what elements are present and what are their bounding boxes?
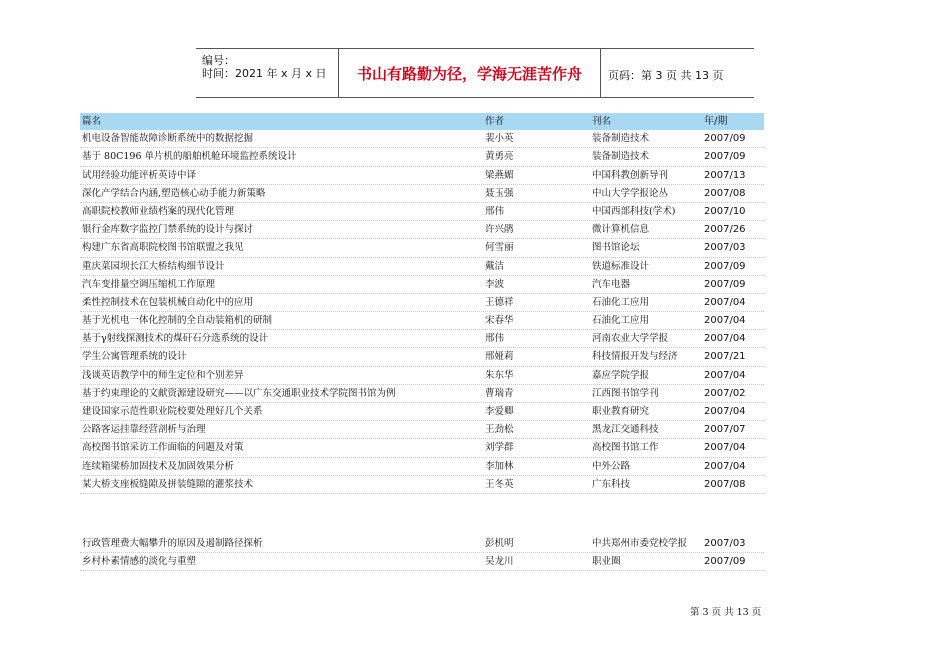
cell-author: 裴小英 — [485, 133, 514, 145]
cell-journal: 汽车电器 — [592, 278, 631, 290]
cell-title: 重庆菜园坝长江大桥结构细节设计 — [82, 260, 225, 272]
cell-journal: 中国西部科技(学术) — [592, 205, 676, 217]
table-row — [80, 167, 764, 185]
cell-date: 2007/04 — [704, 296, 746, 308]
cell-date: 2007/04 — [704, 369, 746, 381]
cell-title: 深化产学结合内涵,塑造核心动手能力新策略 — [82, 187, 266, 199]
cell-date: 2007/04 — [704, 315, 746, 327]
column-header-date: 年/期 — [704, 116, 728, 127]
document-number-label: 编号： — [202, 54, 235, 67]
cell-journal: 中山大学学报论丛 — [592, 187, 669, 199]
cell-date: 2007/09 — [704, 151, 746, 163]
cell-author: 黄勇亮 — [485, 151, 514, 163]
table-row — [80, 403, 764, 421]
cell-title: 试用经验功能评析英诗中译 — [82, 169, 197, 181]
page-header — [196, 48, 754, 98]
cell-title: 学生公寓管理系统的设计 — [82, 351, 187, 363]
cell-title: 乡村朴素情感的淡化与重塑 — [82, 556, 197, 568]
table-row — [80, 421, 764, 439]
cell-author: 刘学群 — [485, 442, 514, 454]
document-time-label: 时间：2021 年 x 月 x 日 — [202, 67, 327, 80]
cell-author: 李波 — [485, 278, 505, 290]
cell-author: 宋春华 — [485, 315, 514, 327]
cell-date: 2007/09 — [704, 260, 746, 272]
cell-journal: 职业教育研究 — [592, 406, 650, 417]
table-row — [80, 239, 764, 257]
cell-author: 王劲松 — [485, 424, 514, 436]
cell-author: 邢伟 — [485, 333, 505, 345]
cell-author: 何雪丽 — [485, 242, 514, 254]
cell-date: 2007/09 — [704, 556, 746, 568]
cell-author: 李加林 — [485, 460, 514, 472]
table-row — [80, 553, 764, 571]
cell-date: 2007/03 — [704, 242, 746, 254]
cell-author: 彭机明 — [485, 538, 514, 549]
table-header-row — [80, 113, 764, 130]
article-table — [80, 113, 764, 494]
table-row — [80, 258, 764, 276]
cell-date: 2007/13 — [704, 169, 746, 181]
table-row — [80, 385, 764, 403]
table-row — [80, 130, 764, 148]
cell-date: 2007/04 — [704, 442, 746, 454]
cell-journal: 河南农业大学学报 — [592, 333, 669, 345]
cell-author: 许兴鹃 — [485, 224, 514, 236]
cell-date: 2007/03 — [704, 538, 746, 549]
table-row — [80, 367, 764, 385]
column-header-title: 篇名 — [82, 116, 102, 127]
table-row — [80, 535, 764, 553]
cell-journal: 职业圈 — [592, 556, 621, 568]
cell-date: 2007/26 — [704, 224, 746, 236]
header-motto: 书山有路勤为径，学海无涯苦作舟 — [356, 65, 582, 83]
cell-author: 邢娅莉 — [485, 351, 514, 363]
cell-journal: 石油化工应用 — [592, 315, 650, 327]
cell-date: 2007/08 — [704, 187, 746, 199]
cell-author: 李爱卿 — [485, 406, 514, 417]
cell-author: 王冬英 — [485, 478, 514, 490]
table-row — [80, 458, 764, 476]
table-row — [80, 330, 764, 348]
cell-title: 建设国家示范性职业院校要处理好几个关系 — [82, 406, 263, 417]
cell-author: 曹瑞青 — [485, 387, 514, 399]
table-row — [80, 148, 764, 166]
cell-title: 浅谈英语教学中的师生定位和个别差异 — [82, 369, 244, 381]
cell-journal: 石油化工应用 — [592, 296, 650, 308]
cell-author: 吴龙川 — [485, 556, 514, 568]
header-divider — [600, 49, 601, 97]
table-row — [80, 203, 764, 221]
column-header-journal: 刊名 — [592, 116, 612, 127]
cell-title: 银行金库数字监控门禁系统的设计与探讨 — [82, 224, 254, 236]
cell-date: 2007/02 — [704, 387, 746, 399]
cell-journal: 图书馆论坛 — [592, 242, 640, 254]
cell-journal: 科技情报开发与经济 — [592, 351, 678, 363]
cell-title: 行政管理费大幅攀升的原因及遏制路径探析 — [82, 538, 263, 549]
header-page-number: 页码：第 3 页 共 13 页 — [608, 69, 724, 82]
cell-date: 2007/04 — [704, 406, 746, 417]
cell-journal: 装备制造技术 — [592, 133, 650, 145]
cell-title: 基于光机电一体化控制的全自动装箱机的研制 — [82, 315, 273, 327]
cell-journal: 嘉应学院学报 — [592, 369, 650, 381]
cell-journal: 高校图书馆工作 — [592, 442, 659, 454]
cell-date: 2007/21 — [704, 351, 746, 363]
cell-title: 某大桥支座板缝隙及拼装缝隙的灌浆技术 — [82, 478, 254, 490]
cell-title: 基于 80C196 单片机的船舶机舱环境监控系统设计 — [82, 151, 297, 163]
table-row — [80, 185, 764, 203]
cell-author: 朱东华 — [485, 369, 514, 381]
cell-author: 聂玉强 — [485, 187, 514, 199]
cell-date: 2007/07 — [704, 424, 746, 436]
table-row — [80, 312, 764, 330]
table-row — [80, 476, 764, 494]
table-row — [80, 348, 764, 366]
column-header-author: 作者 — [485, 116, 505, 127]
table-row — [80, 276, 764, 294]
cell-title: 柔性控制技术在包装机械自动化中的应用 — [82, 296, 254, 308]
cell-title: 汽车变排量空调压缩机工作原理 — [82, 278, 216, 290]
cell-title: 公路客运挂靠经营剖析与治理 — [82, 424, 206, 436]
cell-title: 基于γ射线探测技术的煤矸石分选系统的设计 — [82, 333, 269, 345]
cell-title: 机电设备智能故障诊断系统中的数据挖掘 — [82, 133, 254, 145]
cell-journal: 广东科技 — [592, 478, 631, 490]
cell-date: 2007/04 — [704, 460, 746, 472]
cell-journal: 装备制造技术 — [592, 151, 650, 163]
cell-journal: 中共郑州市委党校学报 — [592, 538, 688, 549]
cell-date: 2007/04 — [704, 333, 746, 345]
article-table-continued — [80, 535, 764, 571]
cell-journal: 微计算机信息 — [592, 224, 650, 236]
table-row — [80, 439, 764, 457]
cell-date: 2007/09 — [704, 278, 746, 290]
cell-author: 王德祥 — [485, 296, 514, 308]
table-row — [80, 221, 764, 239]
cell-author: 梁燕媚 — [485, 169, 514, 181]
cell-author: 邢伟 — [485, 205, 505, 217]
table-row — [80, 294, 764, 312]
cell-journal: 铁道标准设计 — [592, 260, 650, 272]
cell-journal: 中外公路 — [592, 460, 631, 472]
cell-journal: 黑龙江交通科技 — [592, 424, 659, 436]
cell-date: 2007/09 — [704, 133, 746, 145]
cell-author: 戴洁 — [485, 260, 505, 272]
cell-date: 2007/10 — [704, 205, 746, 217]
cell-title: 构建广东省高职院校图书馆联盟之我见 — [82, 242, 244, 254]
page-footer: 第 3 页 共 13 页 — [690, 607, 762, 618]
cell-journal: 江西图书馆学刊 — [592, 387, 659, 399]
cell-title: 高职院校教师业绩档案的现代化管理 — [82, 205, 235, 217]
cell-title: 基于约束理论的文献资源建设研究——以广东交通职业技术学院图书馆为例 — [82, 387, 396, 399]
cell-journal: 中国科教创新导刊 — [592, 169, 669, 181]
cell-date: 2007/08 — [704, 478, 746, 490]
cell-title: 高校图书馆采访工作面临的问题及对策 — [82, 442, 244, 454]
cell-title: 连续箱梁桥加固技术及加固效果分析 — [82, 460, 235, 472]
